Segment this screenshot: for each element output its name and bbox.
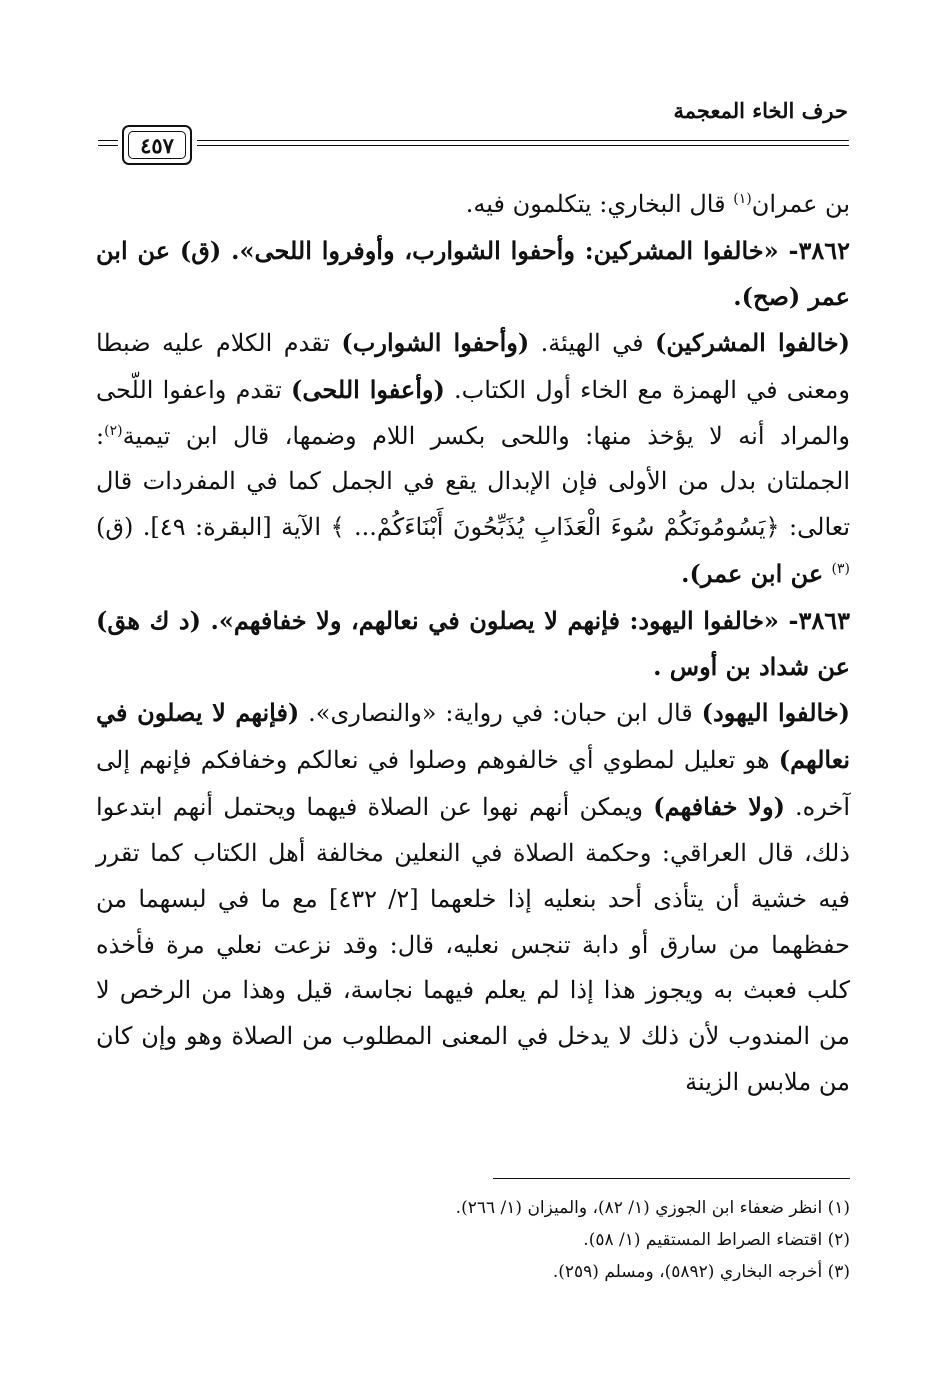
running-title: حرف الخاء المعجمة [673,98,848,123]
header-rule-right [197,140,849,148]
commentary-3863: (خالفوا اليهود) قال ابن حبان: في رواية: «والنصارى». (فإنهم لا يصلون في نعالهم) هو تعليل لمطوي أي خالفوهم وصلوا في نعالكم وخفافكم فإنهم إلى آخره. (ولا خفافهم) ويمكن أنهم نهوا عن الصلاة فيهما ويحتمل أنهم ابتدعوا ذلك، قال العراقي: وحكمة الصلاة في النعلين مخالفة أهل الكتاب كما تقرر فيه خشية أن يتأذى أحد بنعليه إذا خلعهما [٢/ ٤٣٢] مع ما في لبسهما من حفظهما من سارق أو دابة تنجس نعليه، قال: وقد نزعت نعلي مرة فأخذه كلب فعبث به ويجوز هذا إذا لم يعلم فيهما نجاسة، قيل وهذا من الرخص لا من المندوب لأن ذلك لا يدخل في المعنى المطلوب من الصلاة وهو وإن كان من ملابس الزينة [96,697,851,1097]
paragraph-narrator-note: بن عمران$^{(١)}$ قال البخاري: يتكلمون فيه. [465,190,850,218]
footnote-1: (١) انظر ضعفاء ابن الجوزي (١/ ٨٢)، والميزان (١/ ٢٦٦). [455,1198,850,1218]
hadith-3862: ٣٨٦٢- «خالفوا المشركين: وأحفوا الشوارب، وأوفروا اللحى». (ق) عن ابن عمر (صح). [96,235,850,311]
footnote-3: (٣) أخرجه البخاري (٥٨٩٢)، ومسلم (٢٥٩). [552,1262,850,1282]
footnote-2: (٢) اقتضاء الصراط المستقيم (١/ ٥٨). [583,1230,850,1250]
hadith-3863: ٣٨٦٣- «خالفوا اليهود: فإنهم لا يصلون في نعالهم، ولا خفافهم». (د ك هق) عن شداد بن أوس . [96,606,850,682]
header-rule-left [98,140,118,148]
footnote-separator [493,1178,850,1179]
footnote-ref-3[interactable]: (٣) [831,561,850,578]
page-number-frame [122,125,192,165]
body-text [96,182,850,1106]
footnote-ref-1[interactable]: (١) [733,191,752,207]
commentary-3862: (خالفوا المشركين) في الهيئة. (وأحفوا الشوارب) تقدم الكلام عليه ضبطا ومعنى في الهمزة مع الخاء أول الكتاب. (وأعفوا اللحى) تقدم واعفوا اللّحى والمراد أنه لا يؤخذ منها: واللحى بكسر اللام وضمها، قال ابن تيمية$^{(٢)}$: الجملتان بدل من الأولى فإن الإبدال يقع في الجمل كما في المفردات قال تعالى: ﴿يَسُومُونَكُمْ سُوءَ الْعَذَابِ يُذَبِّحُونَ أَبْنَاءَكُمْ... ﴾ الآية [البقرة: ٤٩]. (ق)$^{(٣)}$ عن ابن عمر). [96,327,851,589]
footnote-ref-2[interactable]: (٢) [104,422,123,439]
page-number: ٤٥٧ [128,131,186,159]
footnotes [330,1192,850,1288]
